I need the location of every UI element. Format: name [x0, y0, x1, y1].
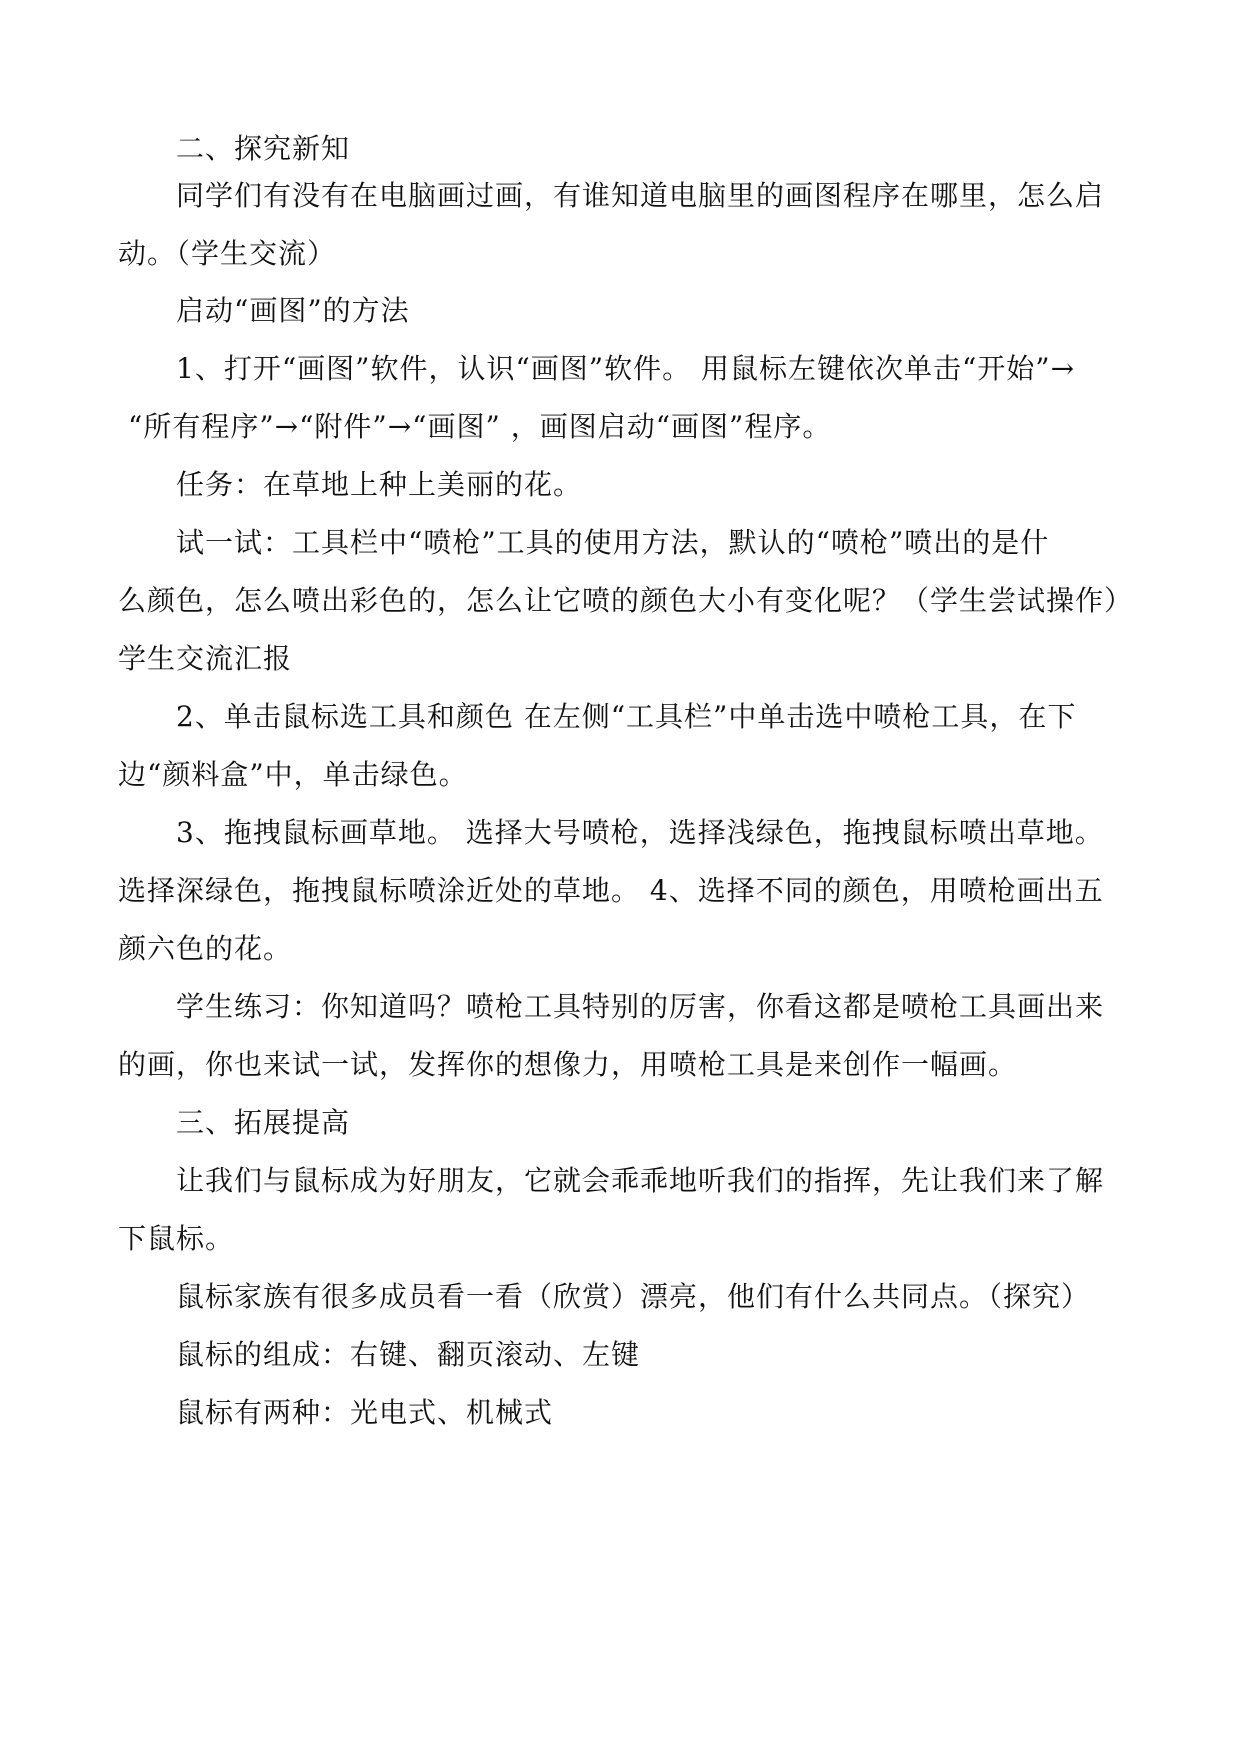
- paragraph-line: “所有程序”→“附件”→“画图” ，画图启动“画图”程序。: [128, 410, 832, 443]
- paragraph-line: 鼠标有两种：光电式、机械式: [176, 1396, 554, 1429]
- paragraph-line: 启动“画图”的方法: [176, 294, 410, 327]
- paragraph-line: 学生练习：你知道吗？喷枪工具特别的厉害，你看这都是喷枪工具画出来: [176, 990, 1105, 1023]
- paragraph-line: 1、打开“画图”软件，认识“画图”软件。 用鼠标左键依次单击“开始”→: [176, 352, 1076, 385]
- paragraph-line: 学生交流汇报: [118, 642, 293, 675]
- heading-explore-new-knowledge: 二、探究新知: [176, 132, 351, 165]
- paragraph-line: 3、拖拽鼠标画草地。 选择大号喷枪，选择浅绿色，拖拽鼠标喷出草地。: [176, 816, 1104, 849]
- paragraph-line: 的画，你也来试一试，发挥你的想像力，用喷枪工具是来创作一幅画。: [118, 1048, 1018, 1081]
- paragraph-line: 鼠标家族有很多成员看一看（欣赏）漂亮，他们有什么共同点。（探究）: [176, 1280, 1091, 1313]
- paragraph-line: 动。（学生交流）: [118, 237, 337, 270]
- paragraph-line: 同学们有没有在电脑画过画，有谁知道电脑里的画图程序在哪里，怎么启: [176, 179, 1105, 212]
- heading-extend-improve: 三、拓展提高: [176, 1106, 351, 1139]
- paragraph-line: 么颜色，怎么喷出彩色的，怎么让它喷的颜色大小有变化呢？（学生尝试操作）: [118, 584, 1134, 617]
- paragraph-line: 边“颜料盒”中，单击绿色。: [118, 758, 468, 791]
- paragraph-line: 颜六色的花。: [118, 932, 293, 965]
- paragraph-line: 任务：在草地上种上美丽的花。: [176, 468, 583, 501]
- paragraph-line: 试一试：工具栏中“喷枪”工具的使用方法，默认的“喷枪”喷出的是什: [176, 526, 1050, 559]
- paragraph-line: 下鼠标。: [118, 1222, 235, 1255]
- paragraph-line: 2、单击鼠标选工具和颜色 在左侧“工具栏”中单击选中喷枪工具，在下: [176, 700, 1077, 733]
- paragraph-line: 让我们与鼠标成为好朋友，它就会乖乖地听我们的指挥，先让我们来了解: [176, 1164, 1105, 1197]
- paragraph-line: 选择深绿色，拖拽鼠标喷涂近处的草地。 4、选择不同的颜色，用喷枪画出五: [118, 874, 1104, 907]
- paragraph-line: 鼠标的组成：右键、翻页滚动、左键: [176, 1338, 641, 1371]
